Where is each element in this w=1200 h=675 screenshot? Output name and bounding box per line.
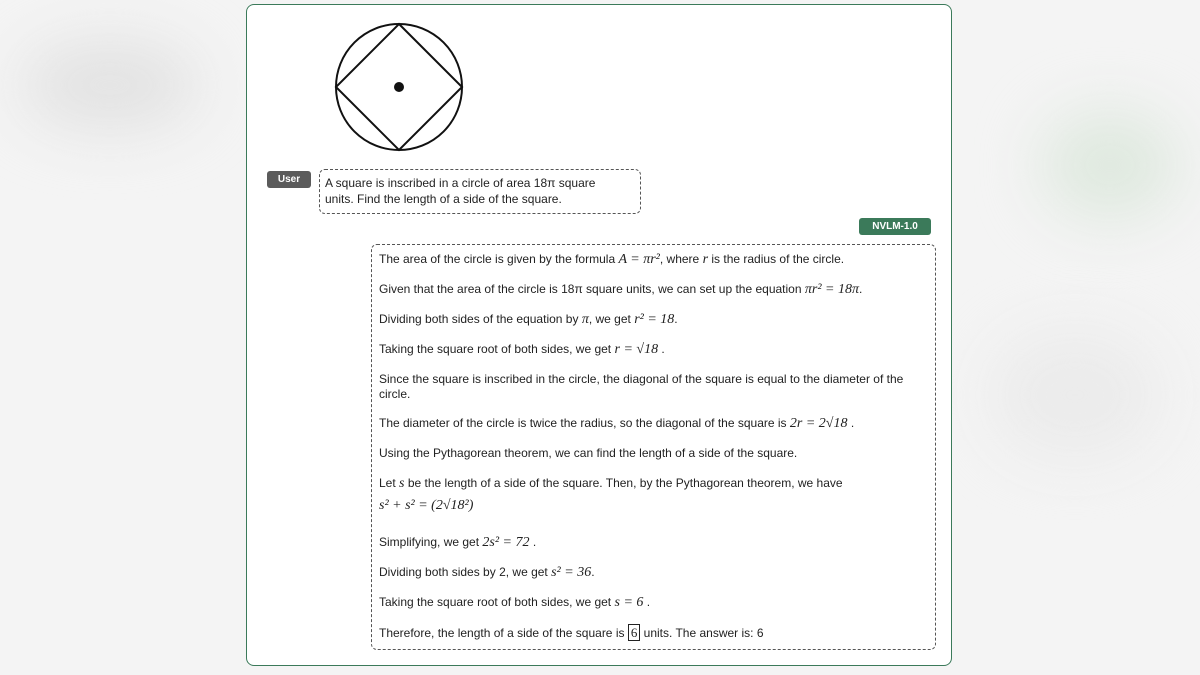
response-line-12: Therefore, the length of a side of the square is 6 units. The answer is: 6 — [379, 625, 764, 640]
response-line-8: Let s be the length of a side of the square. Then, by the Pythagorean theorem, we have — [379, 476, 843, 491]
user-message — [319, 169, 641, 214]
formula-area: A = πr² — [618, 252, 660, 267]
model-response — [371, 244, 936, 650]
boxed-answer: 6 — [628, 624, 641, 641]
response-line-7: Using the Pythagorean theorem, we can find the length of a side of the square. — [379, 446, 798, 460]
user-badge: User — [267, 171, 311, 188]
response-line-10: Dividing both sides by 2, we get s² = 36. — [379, 565, 595, 580]
model-badge: NVLM-1.0 — [859, 218, 931, 235]
response-line-5: Since the square is inscribed in the circle, the diagonal of the square is equal to the diameter of the circle. — [379, 372, 904, 401]
response-line-6: The diameter of the circle is twice the radius, so the diagonal of the square is 2r = 2√18 . — [379, 416, 855, 431]
center-dot — [394, 82, 404, 92]
response-line-2: Given that the area of the circle is 18π square units, we can set up the equation πr² = 18π. — [379, 282, 863, 297]
formula-equation: πr² = 18π — [804, 282, 859, 297]
response-line-1: The area of the circle is given by the formula A = πr², where r is the radius of the circle. — [379, 252, 845, 267]
response-line-9: Simplifying, we get 2s² = 72 . — [379, 535, 537, 550]
chat-card — [246, 4, 952, 666]
user-message-line-2: units. Find the length of a side of the square. — [325, 192, 562, 206]
response-line-4: Taking the square root of both sides, we get r = √18 . — [379, 342, 665, 357]
response-line-11: Taking the square root of both sides, we get s = 6 . — [379, 595, 651, 610]
response-line-8-formula: s² + s² = (2√18²) — [379, 498, 474, 513]
user-message-line-1: A square is inscribed in a circle of area 18π square — [325, 176, 596, 190]
inscribed-square-diagram — [333, 15, 465, 161]
response-line-3: Dividing both sides of the equation by π, we get r² = 18. — [379, 312, 678, 327]
